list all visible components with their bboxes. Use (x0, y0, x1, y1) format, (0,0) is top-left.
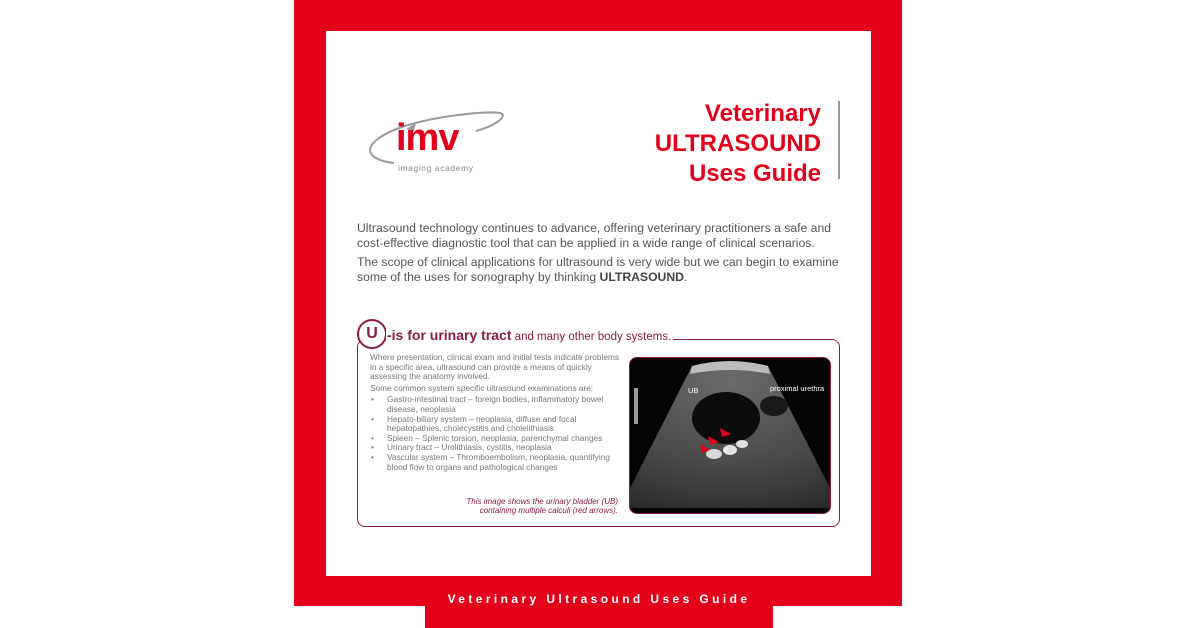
list-item: • Spleen – Splenic torsion, neoplasia, parenchymal changes (370, 434, 625, 444)
guide-page (326, 31, 871, 576)
logo-subtitle: imaging academy (398, 163, 474, 173)
list-item: • Gastro-intestinal tract – foreign bodies, inflammatory bowel disease, neoplasia (370, 395, 625, 414)
imv-logo (358, 101, 508, 181)
image-caption: This image shows the urinary bladder (UB) containing multiple calculi (red arrows). (466, 497, 618, 516)
section-heading (386, 327, 673, 345)
intro-paragraph-2: The scope of clinical applications for ultrasound is very wide but we can begin to examine some of the uses for sonography by thinking ULTRASOUND. (357, 255, 839, 284)
section-heading-rest: and many other body systems. (511, 331, 672, 343)
list-item: • Vascular system – Thromboembolism, neoplasia, quantifying blood flow to organs and pathological changes (370, 453, 625, 472)
title-line-1: Veterinary (704, 100, 821, 127)
title-line-2: ULTRASOUND (654, 130, 821, 157)
ub-label: UB (688, 386, 699, 395)
section-paragraph-2: Some common system specific ultrasound examinations are: (370, 382, 594, 393)
urethra-label: proximal urethra (770, 384, 825, 393)
page-title (655, 99, 821, 189)
title-line-3: Uses Guide (688, 160, 821, 187)
list-item: • Hepato-biliary system – neoplasia, diffuse and focal hepatopathies, cholecystitis and cholelithiasis (370, 415, 625, 434)
list-item: • Urinary tract – Urolithiasis, cystitis, neoplasia (370, 443, 625, 453)
ultrasound-image (629, 357, 831, 514)
footer-bar (425, 585, 773, 628)
intro-text (357, 221, 847, 289)
section-body (370, 353, 625, 472)
logo-wordmark: imv (396, 117, 459, 159)
intro-emphasis: ULTRASOUND (599, 270, 684, 284)
intro-paragraph-1: Ultrasound technology continues to advance, offering veterinary practitioners a safe and cost-effective diagnostic tool that can be applied in a wide range of clinical scenarios. (357, 221, 832, 250)
ultrasound-scan-graphic (630, 358, 830, 513)
footer-title: Veterinary Ultrasound Uses Guide (447, 592, 751, 606)
title-divider (838, 101, 840, 179)
section-letter-badge: U (357, 319, 387, 349)
section-heading-bold: -is for urinary tract (387, 327, 512, 343)
section-paragraph-1: Where presentation, clinical exam and initial tests indicate problems in a specific area, ultrasound can provide a means of quickly assessing the anatomy involved. (370, 352, 620, 382)
exam-list (370, 395, 625, 472)
